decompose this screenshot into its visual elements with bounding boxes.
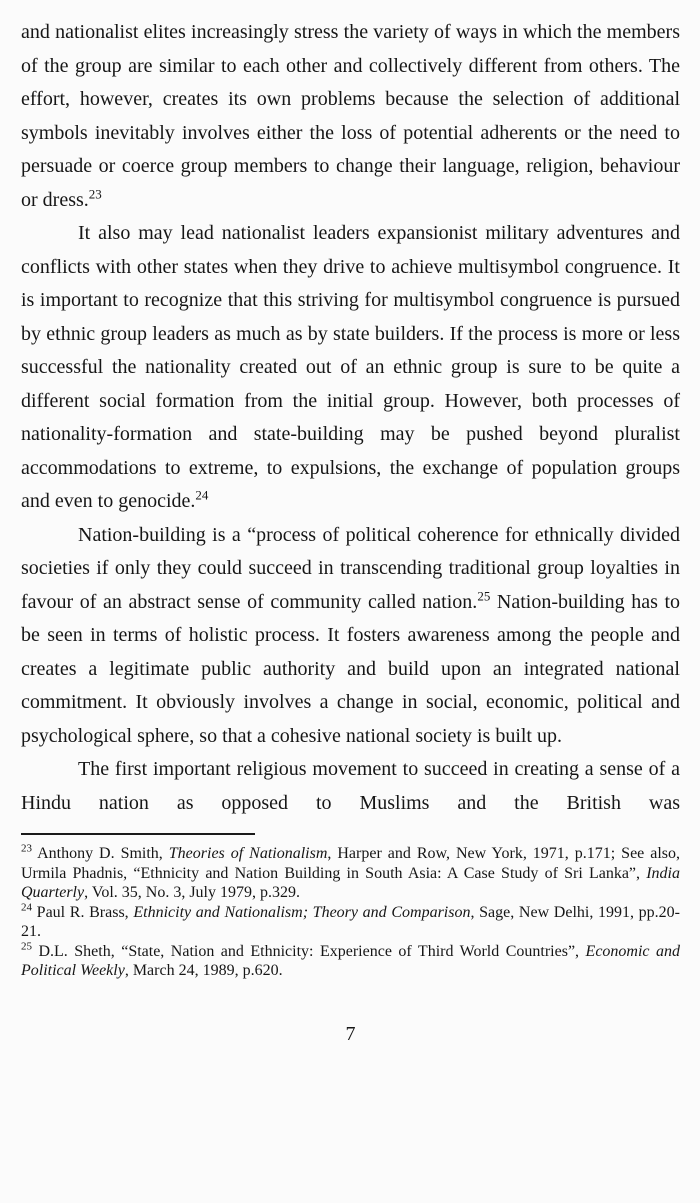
paragraph: It also may lead nationalist leaders expansionist military adventures and conflicts with other states when they drive to achieve multisymbol congruence. It is important to recognize that this striving for multisymbol congruence is pursued by ethnic group leaders as much as by state builders. If the process is more or less successful the nationality created out of an ethnic group is sure to be quite a different social formation from the initial group. However, both processes of nationality-formation and state-building may be pushed beyond pluralist accommodations to extreme, to expulsions, the exchange of population groups and even to genocide.$^{24}$	[21, 222, 680, 512]
footnote-ref: 25	[21, 940, 32, 953]
paragraph: The first important religious movement to succeed in creating a sense of a Hindu nation as opposed to Muslims and the British was	[21, 758, 680, 814]
footnote: $^{24}$ Paul R. Brass, Ethnicity and Nationalism; Theory and Comparison, Sage, New Delhi, 1991, pp.20-21.	[21, 901, 681, 940]
paragraph: Nation-building is a “process of political coherence for ethnically divided societies if only they could succeed in transcending traditional group loyalties in favour of an abstract sense of community called nation.$^{25}$ Nation-building has to be seen in terms of holistic process. It fosters awareness among the people and creates a legitimate public authority and build upon an integrated national commitment. It obviously involves a change in social, economic, political and psychological sphere, so that a cohesive national society is built up.	[21, 523, 681, 747]
italic-title: Economic and Political Weekly	[21, 942, 681, 979]
footnote-ref: 25	[477, 587, 491, 603]
page-number: 7	[345, 1022, 356, 1045]
footnote-ref: 23	[21, 842, 32, 855]
italic-title: Theories of Nationalism	[168, 845, 328, 862]
footnote-ref: 23	[88, 185, 102, 201]
footnote-ref: 24	[195, 487, 209, 503]
page-body	[21, 16, 680, 820]
footnote: $^{23}$ Anthony D. Smith, Theories of Nationalism, Harper and Row, New York, 1971, p.171; See also, Urmila Phadnis, “Ethnicity and Nation Building in South Asia: A Case Study of Sri Lanka”, India Quarterly, Vol. 35, No. 3, July 1979, p.329.	[21, 842, 681, 901]
footnote: $^{25}$ D.L. Sheth, “State, Nation and Ethnicity: Experience of Third World Countries”, Economic and Political Weekly, March 24, 1989, p.620.	[21, 940, 681, 979]
paragraph-continuation: and nationalist elites increasingly stress the variety of ways in which the members of the group are similar to each other and collectively different from others. The effort, however, creates its own problems because the selection of additional symbols inevitably involves either the loss of potential adherents or the need to persuade or coerce group members to change their language, religion, behaviour or dress.$^{23}$	[21, 21, 680, 211]
footnote-divider	[21, 833, 255, 835]
footnote-ref: 24	[21, 901, 32, 914]
italic-title: India Quarterly	[21, 864, 680, 901]
footnotes-section	[21, 844, 680, 981]
italic-title: Ethnicity and Nationalism; Theory and Comparison	[133, 903, 471, 921]
